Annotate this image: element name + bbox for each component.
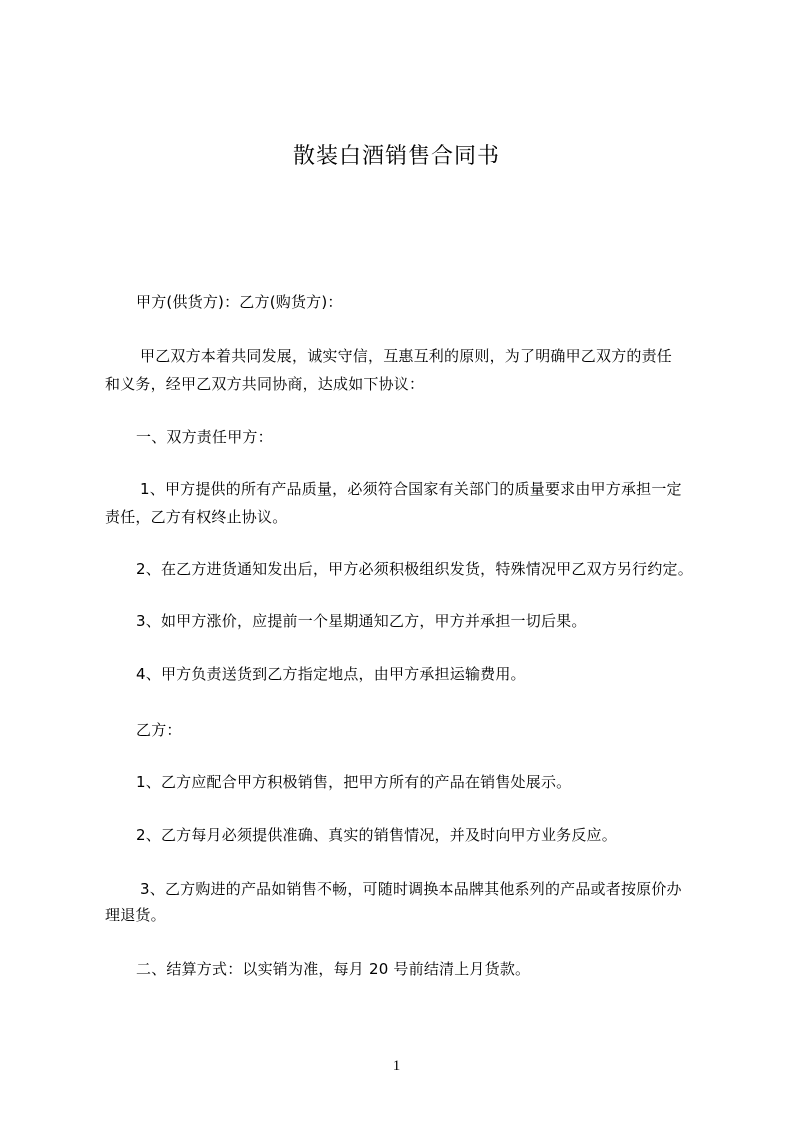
section-2-settlement: 二、结算方式：以实销为准，每月 20 号前结清上月货款。 <box>136 960 531 978</box>
party-b-item-3-line-1: 3、乙方购进的产品如销售不畅，可随时调换本品牌其他系列的产品或者按原价办 <box>140 880 682 898</box>
party-b-item-3-line-2: 理退货。 <box>105 906 166 924</box>
party-a-item-1-line-1: 1、甲方提供的所有产品质量，必须符合国家有关部门的质量要求由甲方承担一定 <box>140 480 682 498</box>
party-a-item-2: 2、在乙方进货通知发出后，甲方必须积极组织发货，特殊情况甲乙双方另行约定。 <box>136 560 693 578</box>
party-b-item-1: 1、乙方应配合甲方积极销售，把甲方所有的产品在销售处展示。 <box>136 773 572 791</box>
party-a-item-3: 3、如甲方涨价，应提前一个星期通知乙方，甲方并承担一切后果。 <box>136 612 587 630</box>
party-b-heading: 乙方： <box>136 721 182 739</box>
intro-line-1: 甲乙双方本着共同发展，诚实守信，互惠互利的原则，为了明确甲乙双方的责任 <box>140 347 673 365</box>
intro-line-2: 和义务，经甲乙双方共同协商，达成如下协议： <box>105 375 425 393</box>
party-a-item-4: 4、甲方负责送货到乙方指定地点，由甲方承担运输费用。 <box>136 665 526 683</box>
parties-line: 甲方(供货方)：乙方(购货方)： <box>136 293 343 311</box>
party-b-item-2: 2、乙方每月必须提供准确、真实的销售情况，并及时向甲方业务反应。 <box>136 826 617 844</box>
section-1-heading: 一、双方责任甲方： <box>136 428 273 446</box>
party-a-item-1-line-2: 责任，乙方有权终止协议。 <box>105 508 288 526</box>
page-number: 1 <box>392 1058 401 1074</box>
document-title: 散装白酒销售合同书 <box>292 144 500 169</box>
